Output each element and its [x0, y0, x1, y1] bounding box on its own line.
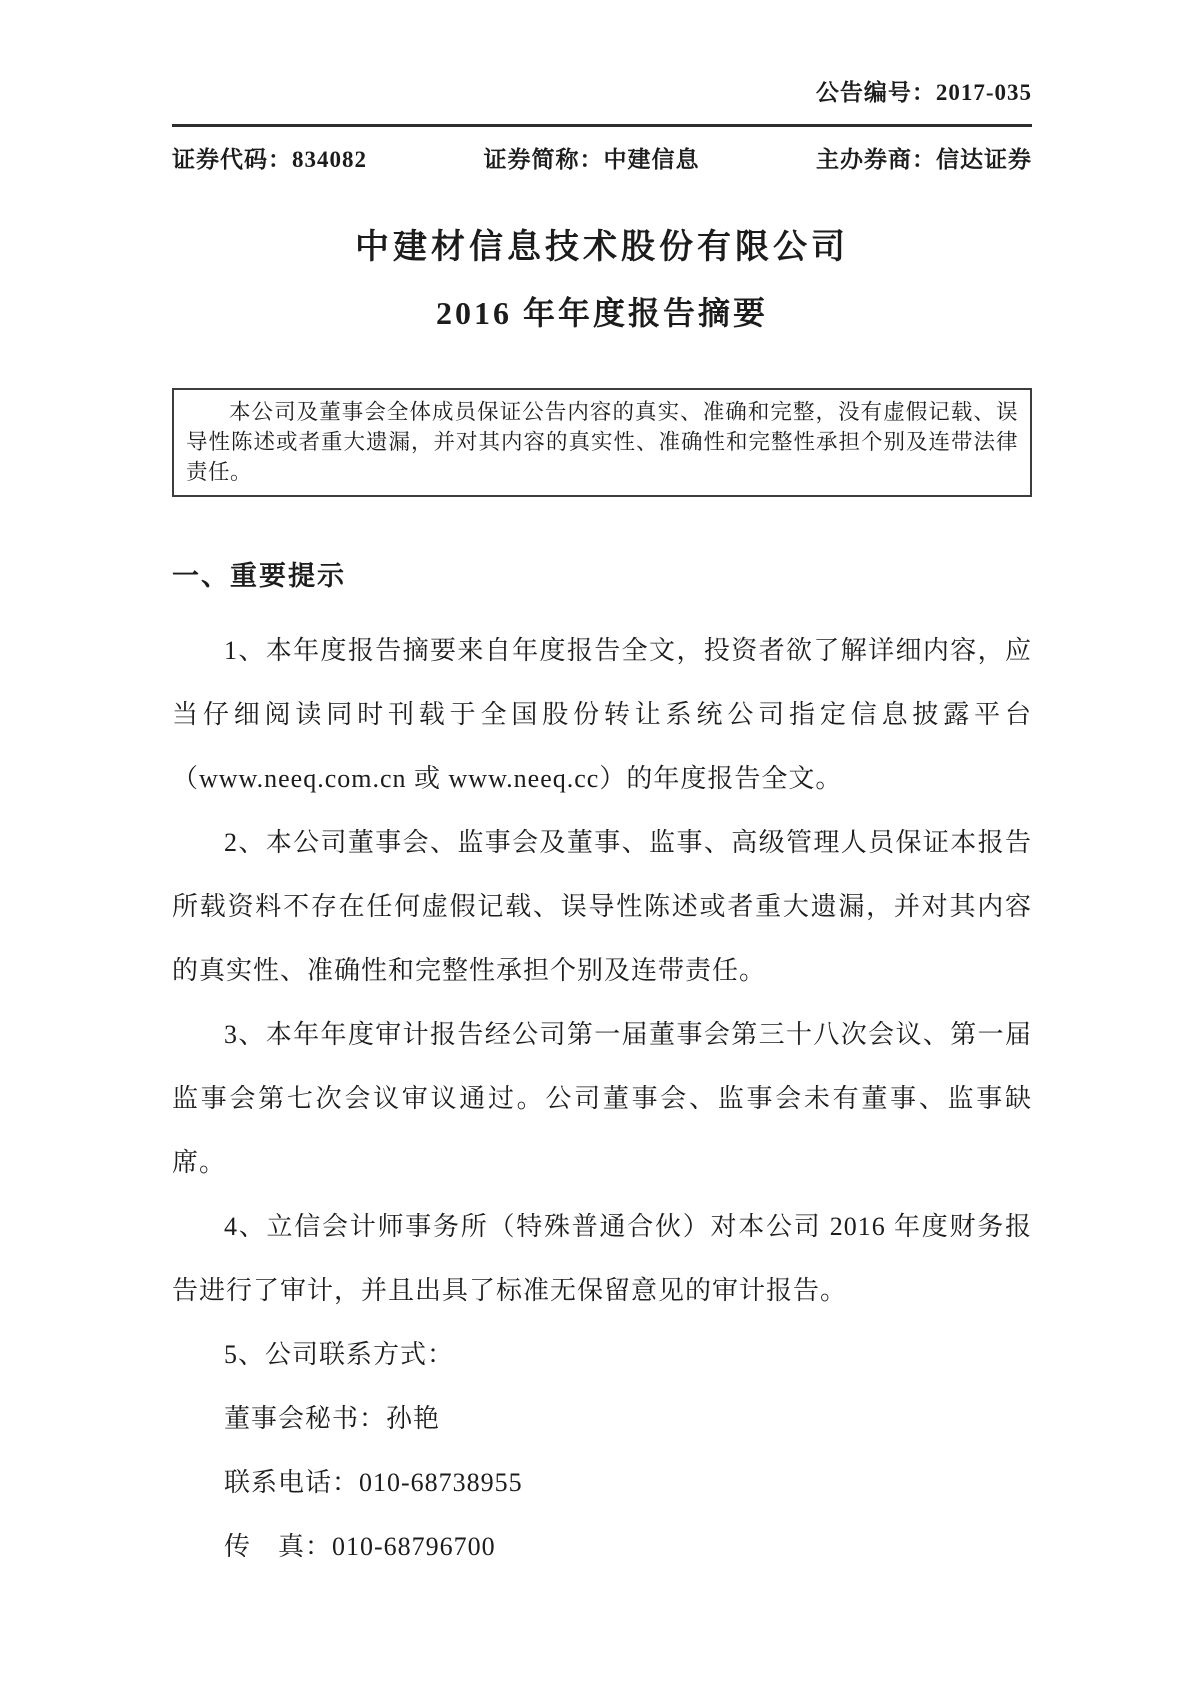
body-paragraph-4: 4、立信会计师事务所（特殊普通合伙）对本公司 2016 年度财务报告进行了审计，并且出具了标准无保留意见的审计报告。	[172, 1212, 1032, 1305]
body-paragraph-5-contact-heading: 5、公司联系方式：	[224, 1340, 455, 1369]
body-paragraph-1: 1、本年度报告摘要来自年度报告全文，投资者欲了解详细内容，应当仔细阅读同时刊载于全国股份转让系统公司指定信息披露平台（www.neeq.com.cn 或 www.neeq.cc）的年度报告全文。	[172, 636, 1032, 793]
sponsor-broker: 主办券商：信达证券	[816, 147, 1032, 172]
announcement-number: 公告编号：2017-035	[815, 80, 1032, 105]
contact-phone: 联系电话：010-68738955	[224, 1468, 523, 1497]
contact-fax: 传 真：010-68796700	[224, 1532, 496, 1561]
section-body	[172, 619, 1032, 1579]
securities-abbreviation: 证券简称：中建信息	[483, 147, 700, 172]
securities-bar	[172, 141, 1032, 174]
report-title: 2016 年年度报告摘要	[435, 295, 768, 331]
securities-code: 证券代码：834082	[172, 147, 367, 172]
declaration-box	[172, 388, 1032, 497]
section-heading-important-notice: 一、重要提示	[172, 561, 346, 591]
header-divider	[172, 124, 1032, 127]
contact-board-secretary: 董事会秘书：孙艳	[224, 1404, 441, 1433]
body-paragraph-3: 3、本年年度审计报告经公司第一届董事会第三十八次会议、第一届监事会第七次会议审议通过。公司董事会、监事会未有董事、监事缺席。	[172, 1020, 1032, 1177]
company-title: 中建材信息技术股份有限公司	[355, 229, 849, 266]
declaration-text: 本公司及董事会全体成员保证公告内容的真实、准确和完整，没有虚假记载、误导性陈述或者重大遗漏，并对其内容的真实性、准确性和完整性承担个别及连带法律责任。	[186, 400, 1018, 484]
body-paragraph-2: 2、本公司董事会、监事会及董事、监事、高级管理人员保证本报告所载资料不存在任何虚假记载、误导性陈述或者重大遗漏，并对其内容的真实性、准确性和完整性承担个别及连带责任。	[172, 828, 1032, 985]
